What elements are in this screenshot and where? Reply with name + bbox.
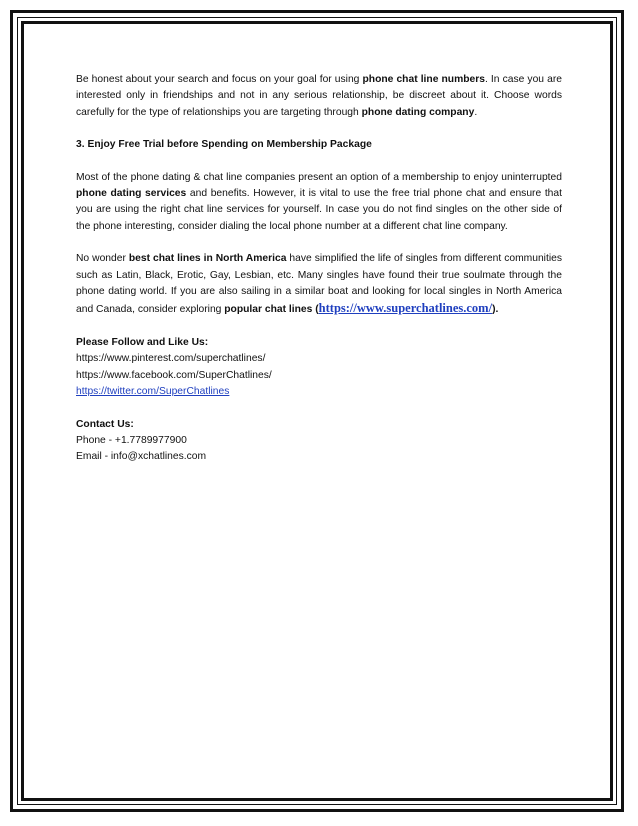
paragraph-membership <box>76 170 562 236</box>
facebook-url[interactable]: https://www.facebook.com/SuperChatlines/ <box>76 369 272 381</box>
pinterest-url[interactable]: https://www.pinterest.com/superchatlines/ <box>76 353 266 365</box>
text-run: . In case you are interested only in friendships and not in any serious relationship, be discreet about it. Choose words carefully for the type of relationships you are targeting through <box>76 74 562 118</box>
document-body <box>76 72 562 482</box>
bold-phrase: phone chat line numbers <box>362 74 485 85</box>
text-run: . <box>474 106 478 118</box>
contact-phone: Phone - +1.7789977900 <box>76 434 187 446</box>
bold-phrase: ). <box>492 304 499 316</box>
twitter-link[interactable]: https://twitter.com/SuperChatlines <box>76 386 230 398</box>
paragraph-honest-search <box>76 72 562 121</box>
text-run: and benefits. However, it is vital to use the free trial phone chat and ensure that you are using the right chat line services for yourself. In case you do not find singles on the other side of the phone interesting, consider dialing the local phone number at a different chat line company. <box>76 188 562 232</box>
bold-phrase: phone dating services <box>76 188 187 200</box>
bold-phrase: best chat lines in North America <box>128 253 287 265</box>
follow-heading: Please Follow and Like Us: <box>76 336 209 348</box>
text-run: No wonder <box>76 253 129 265</box>
contact-section <box>76 417 562 466</box>
text-run: Most of the phone dating & chat line companies present an option of a membership to enjoy uninterrupted <box>76 171 562 183</box>
contact-email: Email - info@xchatlines.com <box>76 451 207 463</box>
superchatlines-link[interactable]: https://www.superchatlines.com/ <box>318 301 493 316</box>
text-run: Be honest about your search and focus on your goal for using <box>76 74 363 85</box>
bold-phrase: popular chat lines ( <box>224 304 319 316</box>
contact-heading: Contact Us: <box>76 418 134 430</box>
follow-section <box>76 335 562 401</box>
bold-phrase: phone dating company <box>361 106 475 118</box>
paragraph-best-chat-lines <box>76 251 562 319</box>
section-heading-free-trial: 3. Enjoy Free Trial before Spending on Membership Package <box>76 139 372 151</box>
text-run: have simplified the life of singles from different communities such as Latin, Black, Erotic, Gay, Lesbian, etc. Many singles have found their true soulmate through the phone dating world. If you are also sailing in a similar boat and looking for local singles in North America and Canada, consider exploring <box>76 253 562 316</box>
